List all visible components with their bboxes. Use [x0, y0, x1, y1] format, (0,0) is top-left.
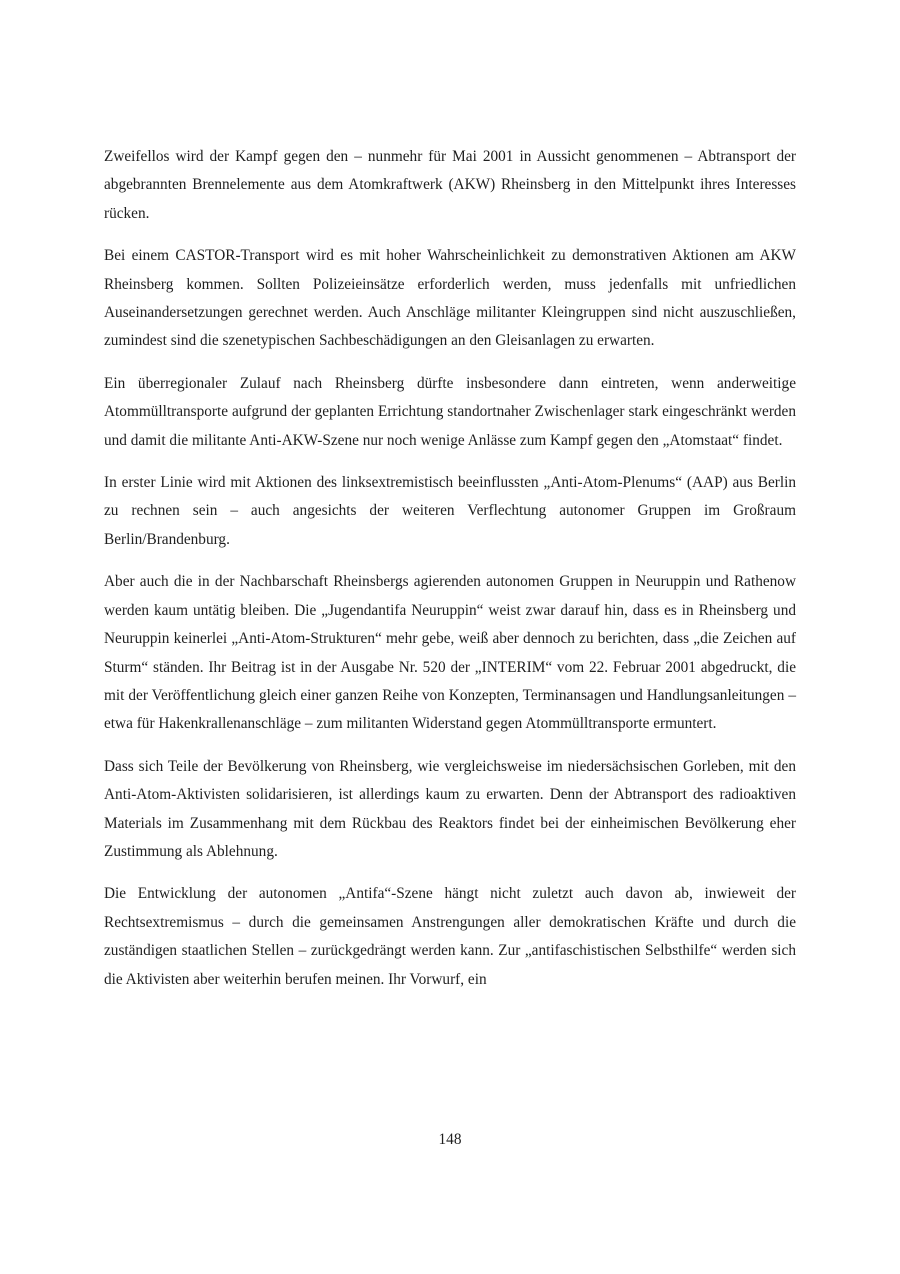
paragraph-antifa-szene: Die Entwicklung der autonomen „Antifa“-Szene hängt nicht zuletzt auch davon ab, inwieweit der Rechtsextremismus – durch die gemeinsamen Anstrengungen aller demokratischen Kräfte und durch die zuständigen staatlichen Stellen – zurückgedrängt werden kann. Zur „antifaschistischen Selbsthilfe“ werden sich die Aktivisten aber weiterhin berufen meinen. Ihr Vorwurf, ein — [104, 885, 796, 988]
paragraph-autonome-gruppen: Aber auch die in der Nachbarschaft Rheinsbergs agierenden autonomen Gruppen in Neuruppin und Rathenow werden kaum untätig bleiben. Die „Jugendantifa Neuruppin“ weist zwar darauf hin, dass es in Rheinsberg und Neuruppin keinerlei „Anti-Atom-Strukturen“ mehr gebe, weiß aber dennoch zu berichten, dass „die Zeichen auf Sturm“ ständen. Ihr Beitrag ist in der Ausgabe Nr. 520 der „INTERIM“ vom 22. Februar 2001 abgedruckt, die mit der Veröffentlichung gleich einer ganzen Reihe von Konzepten, Terminansagen und Handlungsanleitungen – etwa für Hakenkrallenanschläge – zum militanten Widerstand gegen Atommülltransporte ermuntert. — [104, 573, 796, 733]
paragraph-castor-rheinsberg-intro: Zweifellos wird der Kampf gegen den – nunmehr für Mai 2001 in Aussicht genommenen – Abtransport der abgebrannten Brennelemente aus dem Atomkraftwerk (AKW) Rheinsberg in den Mittelpunkt ihres Interesses rücken. — [104, 148, 796, 222]
paragraph-anti-atom-plenum: In erster Linie wird mit Aktionen des linksextremistisch beeinflussten „Anti-Atom-Plenums“ (AAP) aus Berlin zu rechnen sein – auch angesichts der weiteren Verflechtung autonomer Gruppen im Großraum Berlin/Brandenburg. — [104, 474, 796, 548]
document-body — [104, 143, 796, 1008]
paragraph-ueberregionaler-zulauf: Ein überregionaler Zulauf nach Rheinsberg dürfte insbesondere dann eintreten, wenn anderweitige Atommülltransporte aufgrund der geplanten Errichtung standortnaher Zwischenlager stark eingeschränkt werden und damit die militante Anti-AKW-Szene nur noch wenige Anlässe zum Kampf gegen den „Atomstaat“ findet. — [104, 374, 796, 449]
paragraph-castor-transport: Bei einem CASTOR-Transport wird es mit hoher Wahrscheinlichkeit zu demonstrativen Aktionen am AKW Rheinsberg kommen. Sollten Polizeieinsätze erforderlich werden, muss jedenfalls mit unfriedlichen Auseinandersetzungen gerechnet werden. Auch Anschläge militanter Kleingruppen sind nicht auszuschließen, zumindest sind die szenetypischen Sachbeschädigungen an den Gleisanlagen zu erwarten. — [104, 247, 796, 350]
paragraph-bevoelkerung: Dass sich Teile der Bevölkerung von Rheinsberg, wie vergleichsweise im niedersächsischen Gorleben, mit den Anti-Atom-Aktivisten solidarisieren, ist allerdings kaum zu erwarten. Denn der Abtransport des radioaktiven Materials im Zusammenhang mit dem Rückbau des Reaktors findet bei der einheimischen Bevölkerung eher Zustimmung als Ablehnung. — [104, 757, 796, 860]
page-number: 148 — [438, 1131, 462, 1148]
